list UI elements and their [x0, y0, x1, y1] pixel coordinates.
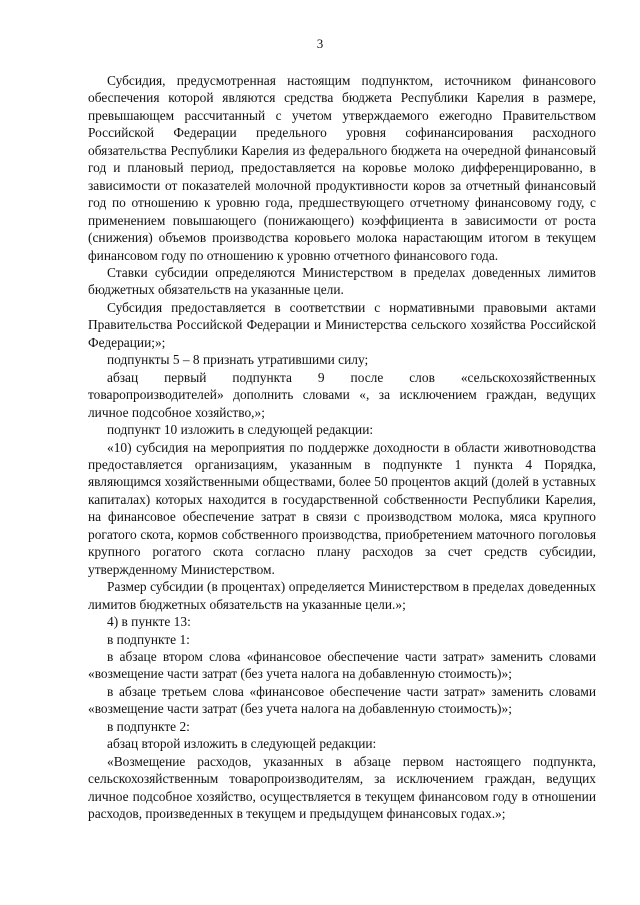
paragraph: Размер субсидии (в процентах) определяется Министерством в пределах доведенных лимитов бюджетных обязательств на указанные цели.»;: [88, 579, 596, 612]
document-body: [88, 72, 596, 822]
paragraph: подпункт 10 изложить в следующей редакции:: [107, 422, 374, 438]
paragraph: подпункты 5 – 8 признать утратившими силу;: [107, 352, 369, 368]
paragraph: Ставки субсидии определяются Министерством в пределах доведенных лимитов бюджетных обязательств на указанные цели.: [88, 264, 596, 298]
paragraph: Субсидия, предусмотренная настоящим подпунктом, источником финансового обеспечения которой являются средства бюджета Республики Карелия в размере, превышающем рассчитанный с учетом утверждаемого ежегодно Правительством Российской Федерации предельного уровня софинансирования расходного обязательства Республики Карелия из федерального бюджета на очередной финансовый год и плановый период, предоставляется на коровье молоко дифференцированно, в зависимости от показателей молочной продуктивности коров за отчетный финансовый год по отношению к уровню года, предшествующего отчетному финансовому году, с применением повышающего (понижающего) коэффициента в зависимости от роста (снижения) объемов производства коровьего молока нарастающим итогом в текущем финансовом году по отношению к уровню отчетного финансового года.: [88, 73, 596, 263]
paragraph: абзац второй изложить в следующей редакции:: [107, 736, 377, 752]
paragraph: в подпункте 2:: [107, 718, 190, 734]
paragraph: «Возмещение расходов, указанных в абзаце первом настоящего подпункта, сельскохозяйственным товаропроизводителям, за исключением граждан, ведущих личное подсобное хозяйство, осуществляется в текущем финансовом году в отношении расходов, произведенных в текущем и предыдущем финансовых годах.»;: [88, 753, 596, 822]
paragraph: в абзаце третьем слова «финансовое обеспечение части затрат» заменить словами «возмещение части затрат (без учета налога на добавленную стоимость)»;: [88, 683, 596, 717]
paragraph: 4) в пункте 13:: [107, 614, 191, 630]
paragraph: абзац первый подпункта 9 после слов «сельскохозяйственных товаропроизводителей» дополнить словами «, за исключением граждан, ведущих личное подсобное хозяйство,»;: [88, 369, 596, 420]
paragraph: в абзаце втором слова «финансовое обеспечение части затрат» заменить словами «возмещение части затрат (без учета налога на добавленную стоимость)»;: [88, 648, 596, 682]
paragraph: Субсидия предоставляется в соответствии с нормативными правовыми актами Правительства Российской Федерации и Министерства сельского хозяйства Российской Федерации;»;: [88, 299, 596, 350]
paragraph: в подпункте 1:: [107, 631, 190, 647]
paragraph: «10) субсидия на мероприятия по поддержке доходности в области животноводства предоставляется организациям, указанным в подпункте 1 пункта 4 Порядка, являющимся хозяйственными обществами, более 50 процентов акций (долей в уставных капиталах) которых находится в государственной собственности Республики Карелия, на финансовое обеспечение затрат в связи с производством молока, мяса крупного рогатого скота, кормов собственного производства, приобретением маточного поголовья крупного рогатого скота согласно плану расходов за счет средств субсидии, утвержденному Министерством.: [88, 439, 596, 577]
page-number: 3: [316, 36, 324, 51]
